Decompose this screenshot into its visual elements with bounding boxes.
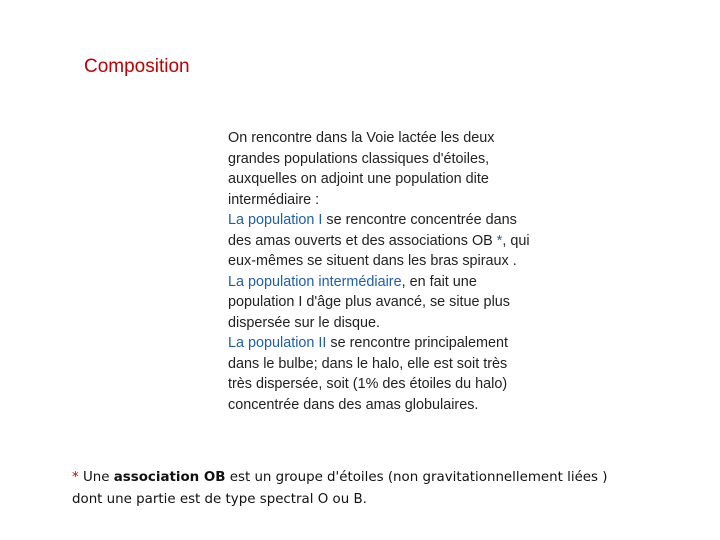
text-line: très dispersée, soit (1% des étoiles du halo) [228,376,508,392]
text-line: grandes populations classiques d'étoiles, [228,150,490,167]
footnote-star: * [72,470,79,485]
text-line [228,210,600,231]
text-line: eux-mêmes se situent dans les bras spiraux . [228,253,517,269]
text-line: population I d'âge plus avancé, se situe plus [228,294,510,310]
text-line [228,333,600,354]
page-title: Composition [84,56,190,77]
text-line: concentrée dans des amas globulaires. [228,396,479,413]
text-line: dans le bulbe; dans le halo, elle est soit très [228,355,508,372]
text-line [228,272,600,293]
footnote-term: association OB [113,470,226,485]
text-line: intermédiaire : [228,191,320,208]
population-ii-label: La population II [228,335,327,351]
population-intermediate-label: La population intermédiaire [228,273,402,290]
footnote [72,467,702,511]
population-i-label: La population I [228,212,323,228]
main-text [228,128,600,415]
footnote-marker: * [496,232,503,249]
text-fragment: Une [78,470,114,485]
footnote-line [72,467,702,489]
text-line [228,231,600,252]
text-line: dispersée sur le disque. [228,314,380,331]
text-line: On rencontre dans la Voie lactée les deux [228,130,495,146]
text-fragment: , en fait une [401,273,477,290]
text-line: auxquelles on adjoint une population dite [228,171,489,187]
text-fragment: , qui [502,232,530,249]
text-fragment: des amas ouverts et des associations OB [228,232,497,249]
text-fragment: se rencontre concentrée dans [322,212,517,228]
text-fragment: se rencontre principalement [326,335,508,351]
text-fragment: est un groupe d'étoiles (non gravitationnellement liées ) [225,470,608,485]
footnote-line: dont une partie est de type spectral O ou B. [72,492,367,507]
